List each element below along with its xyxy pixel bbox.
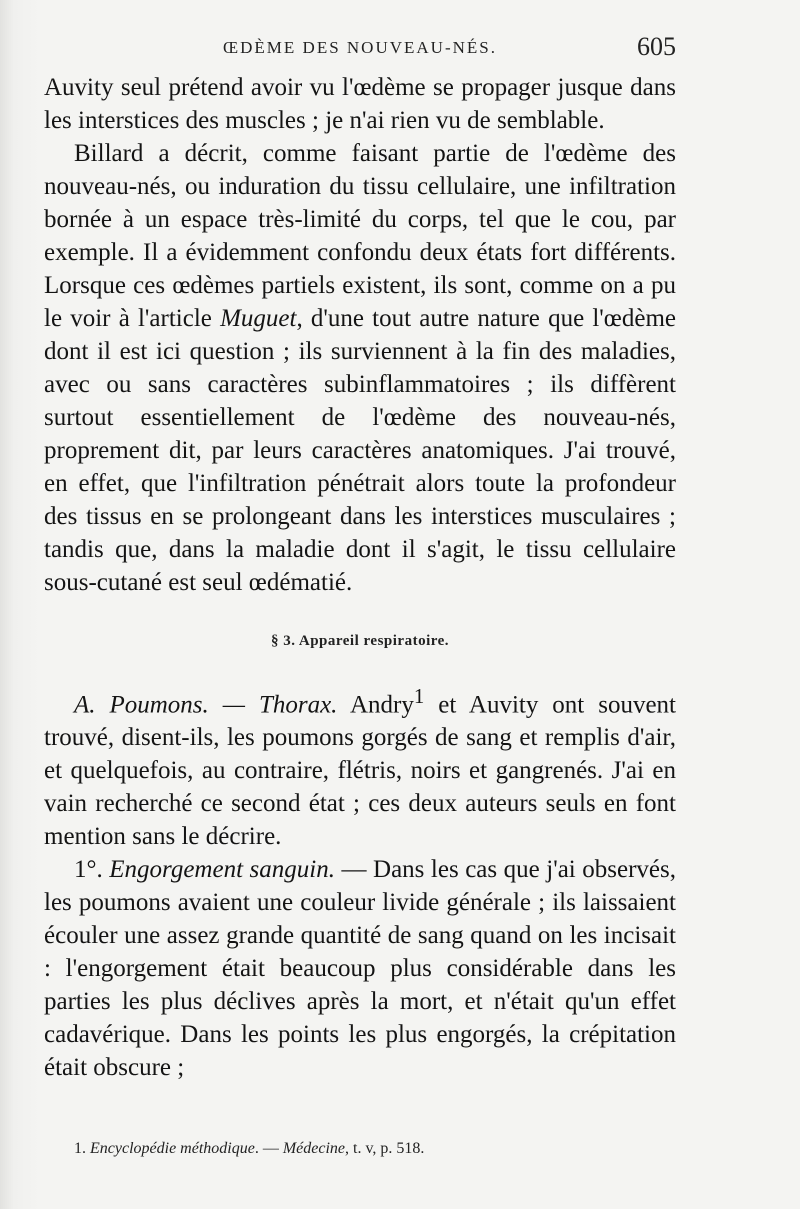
footnote-number: 1. [74,1140,90,1157]
paragraph-2 [44,137,676,599]
page-number: 605 [637,32,676,61]
paragraph-3-name: Andry [337,691,414,719]
paragraph-3-text: et Auvity ont souvent trouvé, disent-ils, les poumons gorgés de sang et remplis d'air, et quelquefois, au contraire, flétris, noirs et gangrenés. J'ai en vain recherché ce second état ; ces deux auteurs seuls en font mention sans le décrire. [44,691,676,851]
paragraph-3 [44,680,676,853]
paragraph-2-text-a: Billard a décrit, comme faisant partie de l'œdème des nouveau-nés, ou induration du tissu cellulaire, une infiltration bornée à un espace très-limité du corps, tel que le cou, par exemple. Il a évidemment confondu deux états fort différents. Lorsque ces œdèmes partiels existent, ils sont, comme on a pu le voir à l'article [44,140,676,332]
footnote-ref: 1 [413,684,425,708]
running-title: ŒDÈME DES NOUVEAU-NÉS. [223,38,497,57]
paragraph-4 [44,853,676,1084]
footnote-title: Encyclopédie méthodique [90,1140,255,1157]
page-body [44,71,676,1084]
paragraph-4-number: 1°. [74,856,110,884]
paragraph-1-text: Auvity seul prétend avoir vu l'œdème se propager jusque dans les interstices des muscles ; je n'ai rien vu de semblable. [44,74,676,134]
footnote-ref-text: , t. v, p. 518. [345,1140,425,1157]
footnote-separator: . — [254,1140,283,1157]
section-heading: § 3. Appareil respiratoire. [270,633,450,649]
footnote-section: Médecine [282,1140,346,1157]
paragraph-3-italic: A. Poumons. — Thorax. [74,691,338,719]
paragraph-1 [44,71,676,137]
page-header [44,30,676,66]
paragraph-2-text-b: , d'une tout autre nature que l'œdème dont il est ici question ; ils surviennent à la fin des maladies, avec ou sans caractères subinflammatoires ; ils diffèrent surtout essentiellement de l'œdème des nouveau-nés, proprement dit, par leurs caractères anatomiques. J'ai trouvé, en effet, que l'infiltration pénétrait alors toute la profondeur des tissus en se prolongeant dans les interstices musculaires ; tandis que, dans la maladie dont il s'agit, le tissu cellulaire sous-cutané est seul œdématié. [44,305,676,596]
paragraph-4-text: — Dans les cas que j'ai observés, les poumons avaient une couleur livide générale ; ils laissaient écouler une assez grande quantité de sang quand on les incisait : l'engorgement était beaucoup plus considérable dans les parties les plus déclives après la mort, et n'était qu'un effet cadavérique. Dans les points les plus engorgés, la crépitation était obscure ; [44,856,676,1082]
paragraph-2-italic: Muguet [220,305,297,332]
paragraph-4-italic: Engorgement sanguin. [109,856,335,884]
footnote [74,1140,634,1158]
